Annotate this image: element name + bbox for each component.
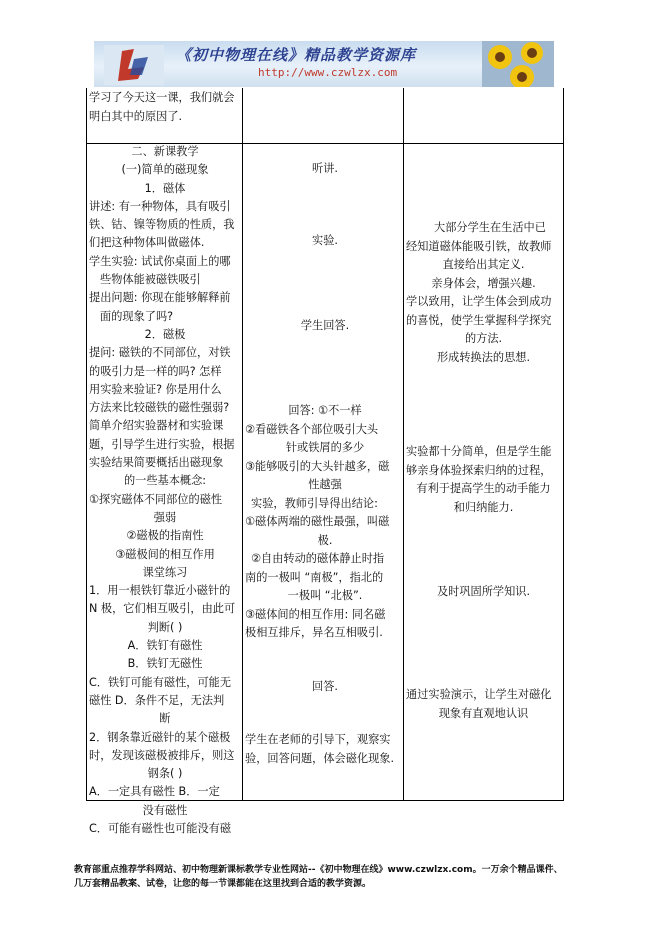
option-line: 磁性 D．条件不足，无法判 (89, 693, 225, 707)
table-line-left (86, 88, 87, 800)
text-line: ②磁极的指南性 (126, 529, 204, 543)
option-line: A．一定具有磁性 B．一定 (89, 785, 220, 799)
design-intent-3 (406, 583, 561, 602)
design-intent-4 (406, 686, 561, 723)
design-intent-2 (406, 443, 561, 517)
student-activity-listen (245, 160, 405, 179)
text-line: 学生在老师的引导下，观察实 (245, 733, 391, 746)
text-line: 学生实验: 试试你桌面上的哪 (89, 254, 231, 268)
text-line: 现象有直观地认识 (438, 706, 529, 720)
text-line: 钢条( ) (147, 767, 183, 781)
page-footer (74, 863, 594, 891)
text-line: 和归纳能力. (453, 500, 514, 514)
banner-title: 《初中物理在线》精品教学资源库 (176, 46, 417, 64)
text-line: 明白其中的原因了. (89, 109, 183, 123)
text-line: 大部分学生在生活中已 (434, 221, 546, 234)
text-line: 够亲身体验探索归纳的过程， (406, 463, 552, 477)
text-line: 们把这种物体叫做磁体. (89, 236, 205, 250)
text-line: 直接给出其定义. (442, 258, 525, 271)
footer-line: 几万套精品教案、试卷，让您的每一节课都能在这里找到合适的教学资源。 (74, 879, 372, 889)
text-line: 验，回答问题，体会磁化现象. (245, 751, 394, 765)
text-line: ②自由转动的磁体静止时指 (251, 552, 385, 565)
text-line: 实验. (312, 234, 338, 247)
text-line: 的一些基本概念: (123, 474, 207, 488)
row1-col1 (89, 89, 241, 126)
text-line: 时，发现该磁极被排斥，则这 (89, 748, 235, 762)
text-line: 听讲. (312, 162, 338, 175)
text-line: 极. (317, 533, 333, 547)
text-line: 题，引导学生进行实验，根据 (89, 437, 235, 451)
text-line: 实验都十分简单，但是学生能 (406, 445, 552, 458)
text-line: 经知道磁体能吸引铁，故教师 (406, 239, 552, 253)
text-line: 针或铁屑的多少 (285, 441, 365, 454)
text-line: 实验，教师引导得出结论: (251, 496, 378, 510)
text-line: 强弱 (153, 510, 177, 524)
text-line: 实验结果简要概括出磁现象 (89, 456, 224, 470)
table-line-mid1 (242, 88, 243, 800)
text-line: 学习了今天这一课，我们就会 (89, 91, 235, 104)
logo-icon (104, 45, 164, 85)
row2-col1 (89, 143, 241, 838)
option-line: A．铁钉有磁性 (127, 639, 203, 653)
option-line: 没有磁性 (142, 803, 188, 817)
text-line: 学以致用，让学生体会到成功 (406, 295, 552, 308)
text-line: 南的一极叫 “南极”，指北的 (245, 570, 384, 584)
exercise-heading: 课堂练习 (142, 565, 188, 579)
text-line: 1．用一根铁钉靠近小磁针的 (89, 584, 231, 598)
banner-url[interactable]: http://www.czwlzx.com (258, 66, 398, 79)
text-line: 通过实验演示，让学生对磁化 (406, 688, 552, 701)
text-line: 提问: 磁铁的不同部位，对铁 (89, 346, 231, 360)
text-line: 形成转换法的思想. (436, 350, 531, 364)
option-line: C．铁钉可能有磁性，可能无 (89, 675, 232, 689)
student-activity-answer-2 (245, 678, 405, 697)
student-activity-answer (245, 317, 405, 336)
student-activity-answers-list (245, 402, 405, 643)
text-line: 及时巩固所学知识. (436, 585, 531, 598)
text-line: 些物体能被磁铁吸引 (100, 273, 201, 287)
text-line: 学生回答. (300, 319, 350, 332)
footer-line: 教育部重点推荐学科网站、初中物理新课标教学专业性网站--《初中物理在线》www.czwlzx.com。一万余个精品课件、 (74, 865, 563, 875)
table-line-right (563, 88, 564, 800)
text-line: ①磁体两端的磁性最强，叫磁 (245, 515, 390, 528)
text-line: 一极叫 “北极”. (287, 589, 363, 602)
subsection-heading: (一)简单的磁现象 (121, 163, 209, 177)
text-line: ②看磁铁各个部位吸引大头 (245, 422, 379, 436)
text-line: 回答. (312, 680, 338, 693)
text-line: 方法来比较磁铁的磁性强弱? (89, 401, 230, 415)
text-line: 的喜悦，使学生掌握科学探究 (406, 313, 552, 327)
sunflower-image (482, 41, 554, 87)
student-activity-experiment (245, 232, 405, 251)
text-line: 提出问题: 你现在能够解释前 (89, 291, 231, 305)
text-line: 亲身体会，增强兴趣. (431, 276, 536, 290)
option-line: B．铁钉无磁性 (127, 657, 203, 671)
text-line: 回答: ①不一样 (288, 404, 362, 417)
text-line: ①探究磁体不同部位的磁性 (89, 492, 223, 506)
text-line: 的方法. (464, 332, 503, 345)
text-line: 用实验来验证? 你是用什么 (89, 382, 222, 396)
text-line: N 极，它们相互吸引，由此可 (89, 602, 236, 616)
topic-heading: 1．磁体 (144, 181, 186, 195)
text-line: 简单介绍实验器材和实验课 (89, 419, 224, 433)
text-line: 断 (159, 712, 171, 726)
text-line: 讲述: 有一种物体，具有吸引 (89, 199, 231, 213)
text-line: 性越强 (308, 478, 342, 491)
option-line: C．可能有磁性也可能没有磁 (89, 821, 232, 835)
student-activity-observe (245, 731, 405, 768)
text-line: 2．钢条靠近磁针的某个磁极 (89, 730, 231, 744)
text-line: 的吸引力是一样的吗? 怎样 (89, 364, 222, 378)
text-line: 面的现象了吗? (100, 309, 174, 323)
text-line: 判断( ) (147, 620, 183, 634)
text-line: 有利于提高学生的动手能力 (416, 482, 551, 495)
header-banner (94, 41, 554, 87)
section-heading: 二、新课教学 (131, 145, 199, 158)
text-line: ③磁体间的相互作用: 同名磁 (245, 607, 386, 621)
text-line: ③磁极间的相互作用 (115, 547, 215, 561)
topic-heading: 2．磁极 (144, 327, 186, 341)
design-intent-1 (406, 219, 561, 367)
text-line: ③能够吸引的大头针越多，磁 (245, 459, 390, 473)
text-line: 铁、钴、镍等物质的性质，我 (89, 218, 235, 232)
text-line: 极相互排斥，异名互相吸引. (245, 626, 383, 639)
